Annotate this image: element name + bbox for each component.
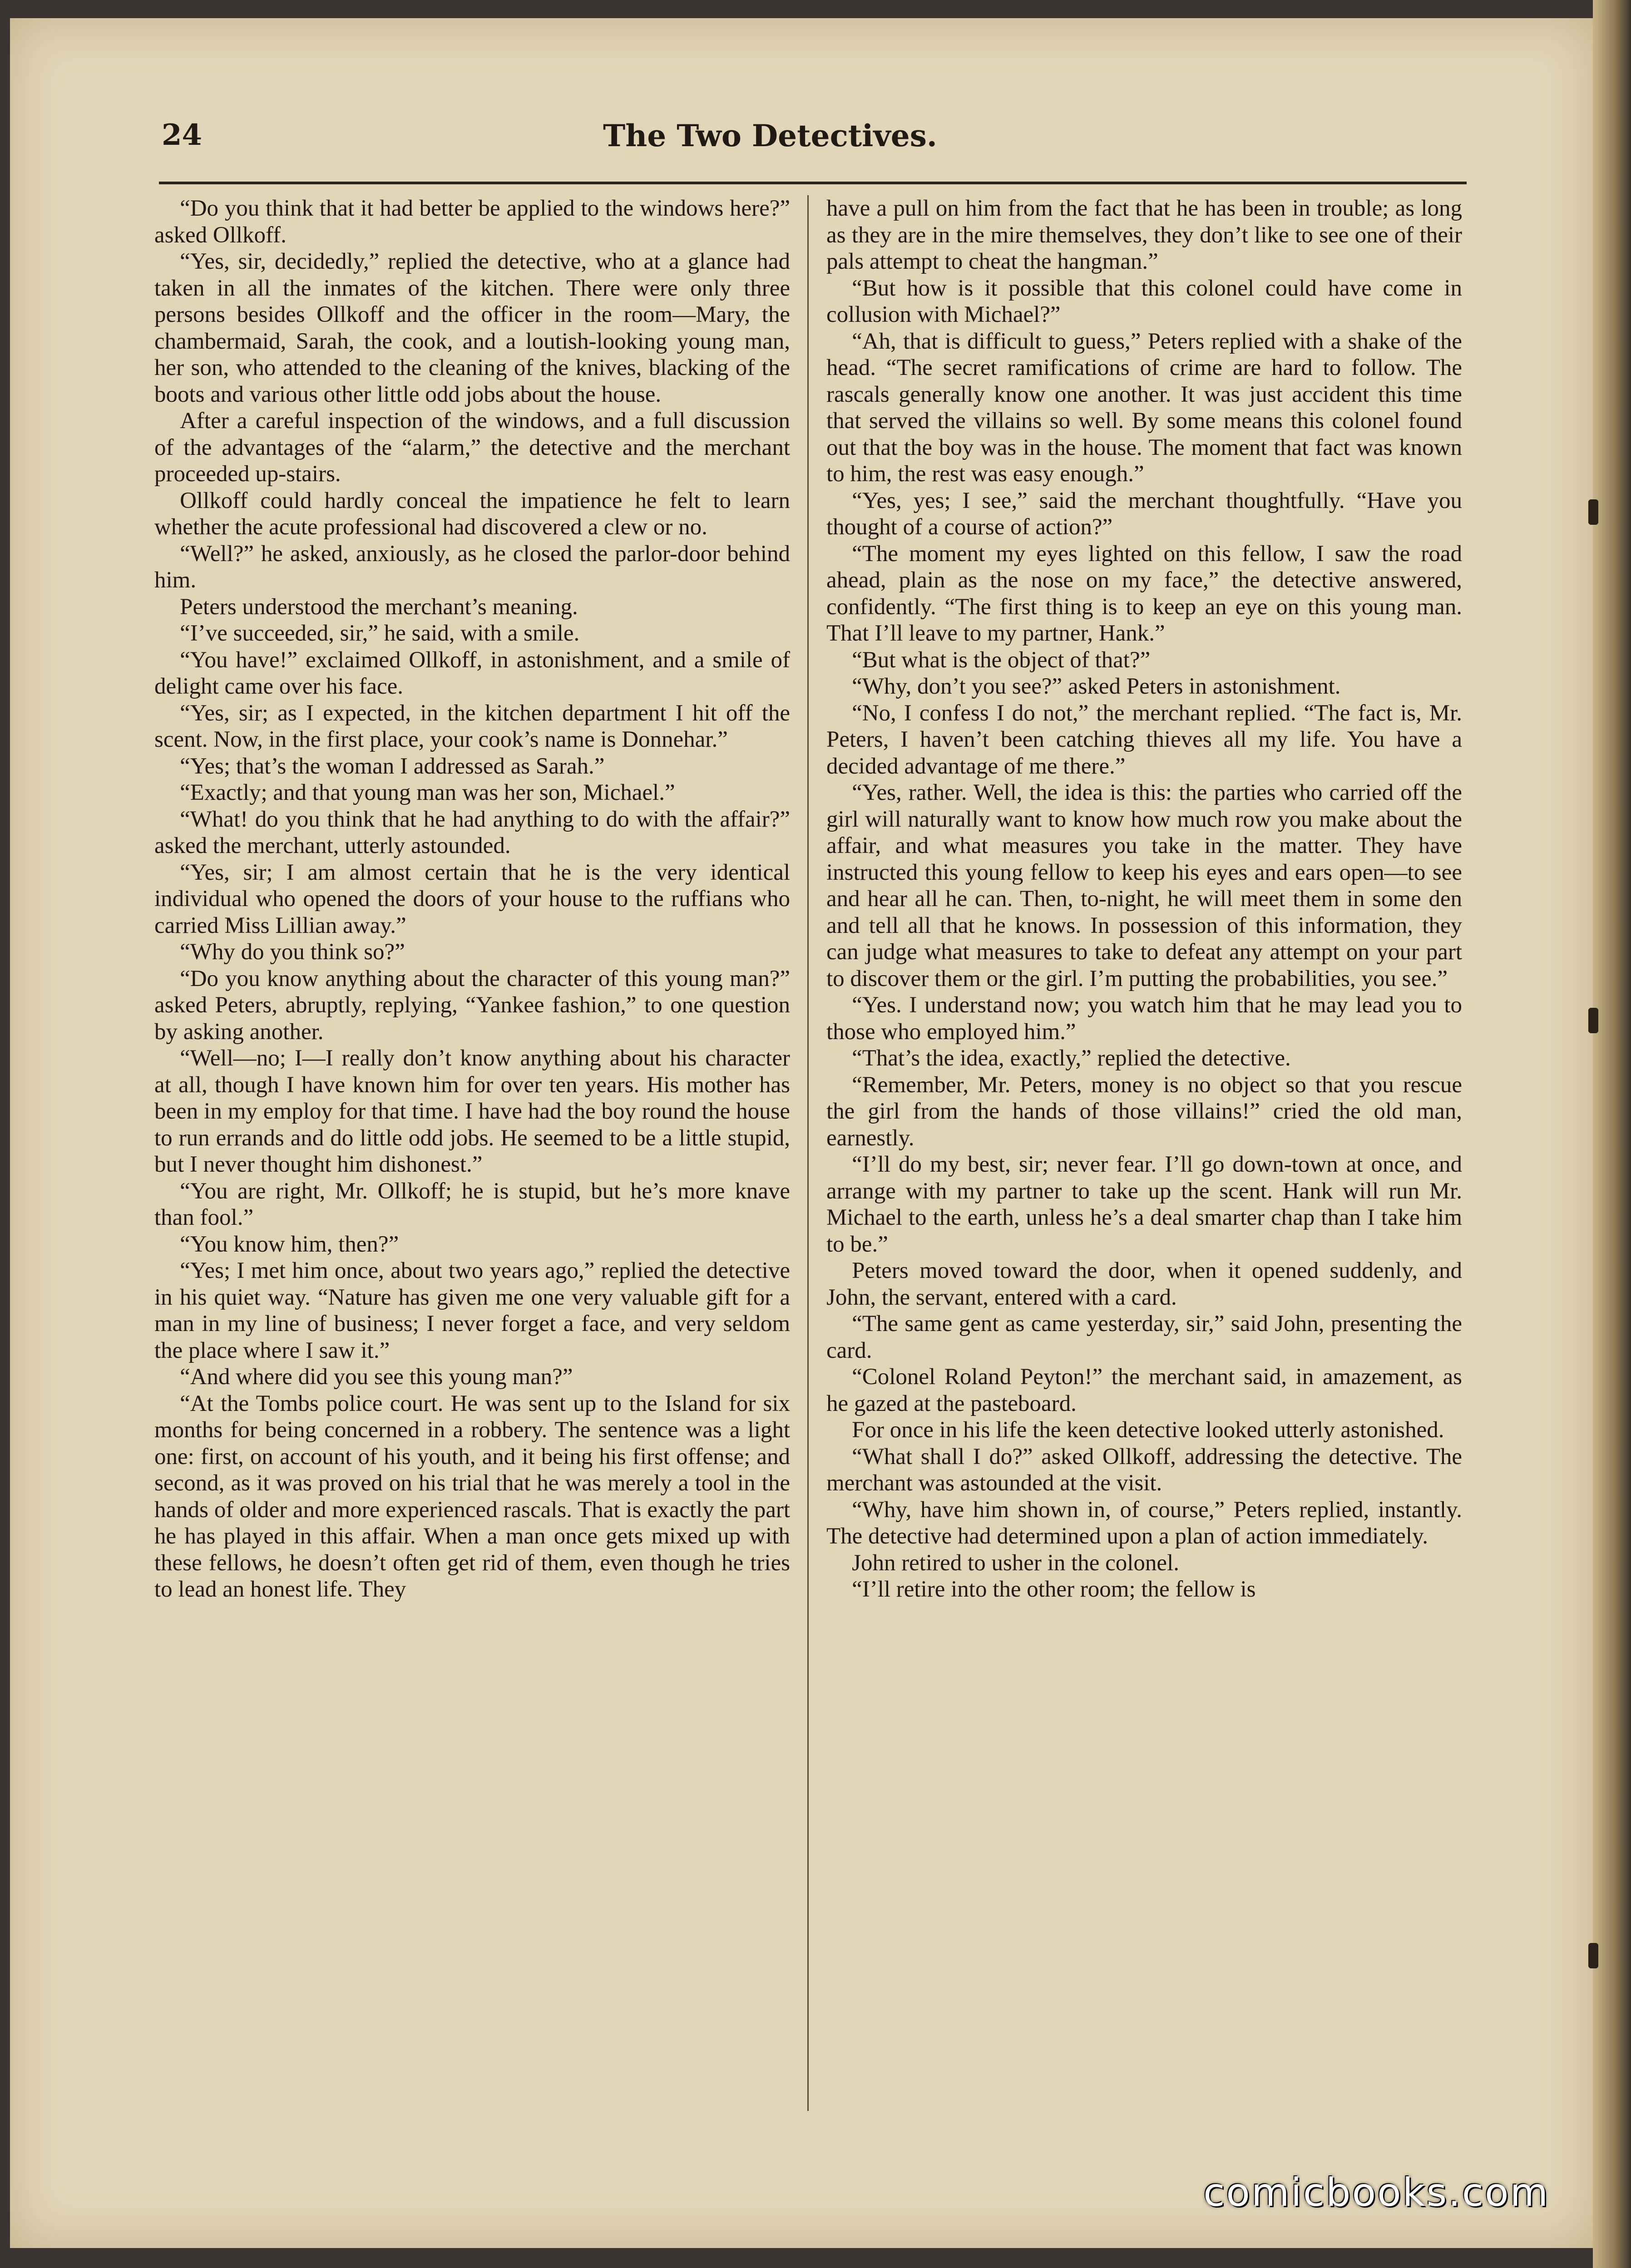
column-divider <box>807 195 809 2111</box>
paragraph: “Yes, sir; as I expected, in the kitchen department I hit off the scent. Now, in the first place, your cook’s name is Donnehar.” <box>154 700 790 752</box>
paragraph: “Remember, Mr. Peters, money is no object so that you rescue the girl from the hands of those villains!” cried the old man, earnestly. <box>826 1072 1462 1151</box>
paragraph: “Do you think that it had better be applied to the windows here?” asked Ollkoff. <box>154 196 790 248</box>
binding-staple <box>1588 1008 1598 1033</box>
paragraph: “Yes. I understand now; you watch him that he may lead you to those who employed him.” <box>826 992 1462 1045</box>
paragraph: Peters moved toward the door, when it opened suddenly, and John, the servant, entered with a card. <box>826 1258 1462 1310</box>
paragraph: “Why, have him shown in, of course,” Peters replied, instantly. The detective had determined upon a plan of action immediately. <box>826 1497 1462 1549</box>
paragraph: “Yes, yes; I see,” said the merchant thoughtfully. “Have you thought of a course of action?” <box>826 488 1462 540</box>
paragraph: “Yes, rather. Well, the idea is this: the parties who carried off the girl will naturally want to know how much row you make about the affair, and what measures you take in the matter. They have instructed this young fellow to keep his eyes and ears open—to see and hear all he can. Then, to-night, he will meet them in some den and tell all that he knows. In possession of this information, they can judge what measures to take to defeat any attempt on your part to discover them or the girl. I’m putting the probabilities, you see.” <box>826 780 1462 991</box>
paragraph: “I’ll retire into the other room; the fellow is <box>852 1577 1256 1602</box>
paragraph: Ollkoff could hardly conceal the impatience he felt to learn whether the acute professional had discovered a clew or no. <box>154 488 790 540</box>
paragraph: “That’s the idea, exactly,” replied the detective. <box>852 1045 1291 1071</box>
paragraph: “Yes; I met him once, about two years ago,” replied the detective in his quiet way. “Nature has given me one very valuable gift for a man in my line of business; I never forget a face, and very seldom the place where I saw it.” <box>154 1258 790 1363</box>
paragraph: “Yes; that’s the woman I addressed as Sarah.” <box>180 753 605 779</box>
paragraph: “You know him, then?” <box>180 1231 399 1257</box>
paragraph: “At the Tombs police court. He was sent up to the Island for six months for being concerned in a robbery. The sentence was a light one: first, on account of his youth, and it being his first offense; and second, as it was proved on his trial that he was merely a tool in the hands of older and more experienced rascals. That is exactly the part he has played in this affair. When a man once gets mixed up with these fellows, he doesn’t often get rid of them, even though he tries to lead an honest life. They <box>154 1390 790 1602</box>
paragraph: For once in his life the keen detective looked utterly astonished. <box>852 1417 1444 1443</box>
paragraph: “Well—no; I—I really don’t know anything about his character at all, though I have known him for over ten years. His mother has been in my employ for that time. I have had the boy round the house to run errands and do little odd jobs. He seemed to be a little stupid, but I never thought him dishonest.” <box>154 1045 790 1177</box>
paragraph: “The moment my eyes lighted on this fellow, I saw the road ahead, plain as the nose on my face,” the detective answered, confidently. “The first thing is to keep an eye on this young man. That I’ll leave to my partner, Hank.” <box>826 541 1462 646</box>
header-rule <box>159 182 1467 184</box>
page-header <box>153 109 1388 159</box>
paragraph: “What shall I do?” asked Ollkoff, addressing the detective. The merchant was astounded at the visit. <box>826 1444 1462 1496</box>
paragraph: “Exactly; and that young man was her son, Michael.” <box>180 780 675 805</box>
paragraph: “And where did you see this young man?” <box>180 1364 573 1390</box>
paragraph: “You have!” exclaimed Ollkoff, in astonishment, and a smile of delight came over his face. <box>154 647 790 699</box>
paragraph: “Colonel Roland Peyton!” the merchant said, in amazement, as he gazed at the pasteboard. <box>826 1364 1462 1416</box>
paragraph: have a pull on him from the fact that he has been in trouble; as long as they are in the mire themselves, they don’t like to see one of their pals attempt to cheat the hangman.” <box>826 196 1462 274</box>
paragraph: “You are right, Mr. Ollkoff; he is stupid, but he’s more knave than fool.” <box>154 1178 790 1230</box>
paragraph: “Well?” he asked, anxiously, as he closed the parlor-door behind him. <box>154 541 790 593</box>
paragraph: “But what is the object of that?” <box>852 647 1151 673</box>
page-number: 24 <box>162 118 203 152</box>
binding-staple <box>1588 499 1598 525</box>
paragraph: “No, I confess I do not,” the merchant replied. “The fact is, Mr. Peters, I haven’t been catching thieves all my life. You have a decided advantage of me there.” <box>826 700 1462 779</box>
paragraph: “Why, don’t you see?” asked Peters in astonishment. <box>852 674 1341 699</box>
text-column-left <box>154 195 790 2111</box>
page-binding-edge <box>1593 0 1631 2268</box>
paragraph: “Yes, sir, decidedly,” replied the detective, who at a glance had taken in all the inmates of the kitchen. There were only three persons besides Ollkoff and the officer in the room—Mary, the chambermaid, Sarah, the cook, and a loutish-looking young man, her son, who attended to the cleaning of the knives, blacking of the boots and various other little odd jobs about the house. <box>154 249 790 407</box>
text-column-right <box>826 195 1462 2111</box>
paragraph: John retired to usher in the colonel. <box>852 1550 1179 1576</box>
paragraph: Peters understood the merchant’s meaning. <box>180 594 578 620</box>
paragraph: “Why do you think so?” <box>180 939 405 965</box>
paragraph: “I’ll do my best, sir; never fear. I’ll go down-town at once, and arrange with my partner to take up the scent. Hank will run Mr. Michael to the earth, unless he’s a deal smarter chap than I take him to be.” <box>826 1152 1462 1257</box>
paragraph: “But how is it possible that this colonel could have come in collusion with Michael?” <box>826 275 1462 327</box>
running-title: The Two Detectives. <box>603 118 937 153</box>
paragraph: “Do you know anything about the character of this young man?” asked Peters, abruptly, replying, “Yankee fashion,” to one question by asking another. <box>154 966 790 1045</box>
paragraph: “Yes, sir; I am almost certain that he is the very identical individual who opened the doors of your house to the ruffians who carried Miss Lillian away.” <box>154 859 790 938</box>
paragraph: “The same gent as came yesterday, sir,” said John, presenting the card. <box>826 1311 1462 1363</box>
binding-staple <box>1588 1943 1598 1968</box>
paragraph: After a careful inspection of the windows, and a full discussion of the advantages of the “alarm,” the detective and the merchant proceeded up-stairs. <box>154 408 790 487</box>
paragraph: “What! do you think that he had anything to do with the affair?” asked the merchant, utterly astounded. <box>154 806 790 858</box>
paragraph: “I’ve succeeded, sir,” he said, with a smile. <box>180 621 580 646</box>
site-watermark: comicbooks.com <box>1203 2170 1550 2215</box>
paragraph: “Ah, that is difficult to guess,” Peters replied with a shake of the head. “The secret ramifications of crime are hard to follow. The rascals generally know one another. It was just accident this time that served the villains so well. By some means this colonel found out that the boy was in the house. The moment that fact was known to him, the rest was easy enough.” <box>826 328 1462 487</box>
